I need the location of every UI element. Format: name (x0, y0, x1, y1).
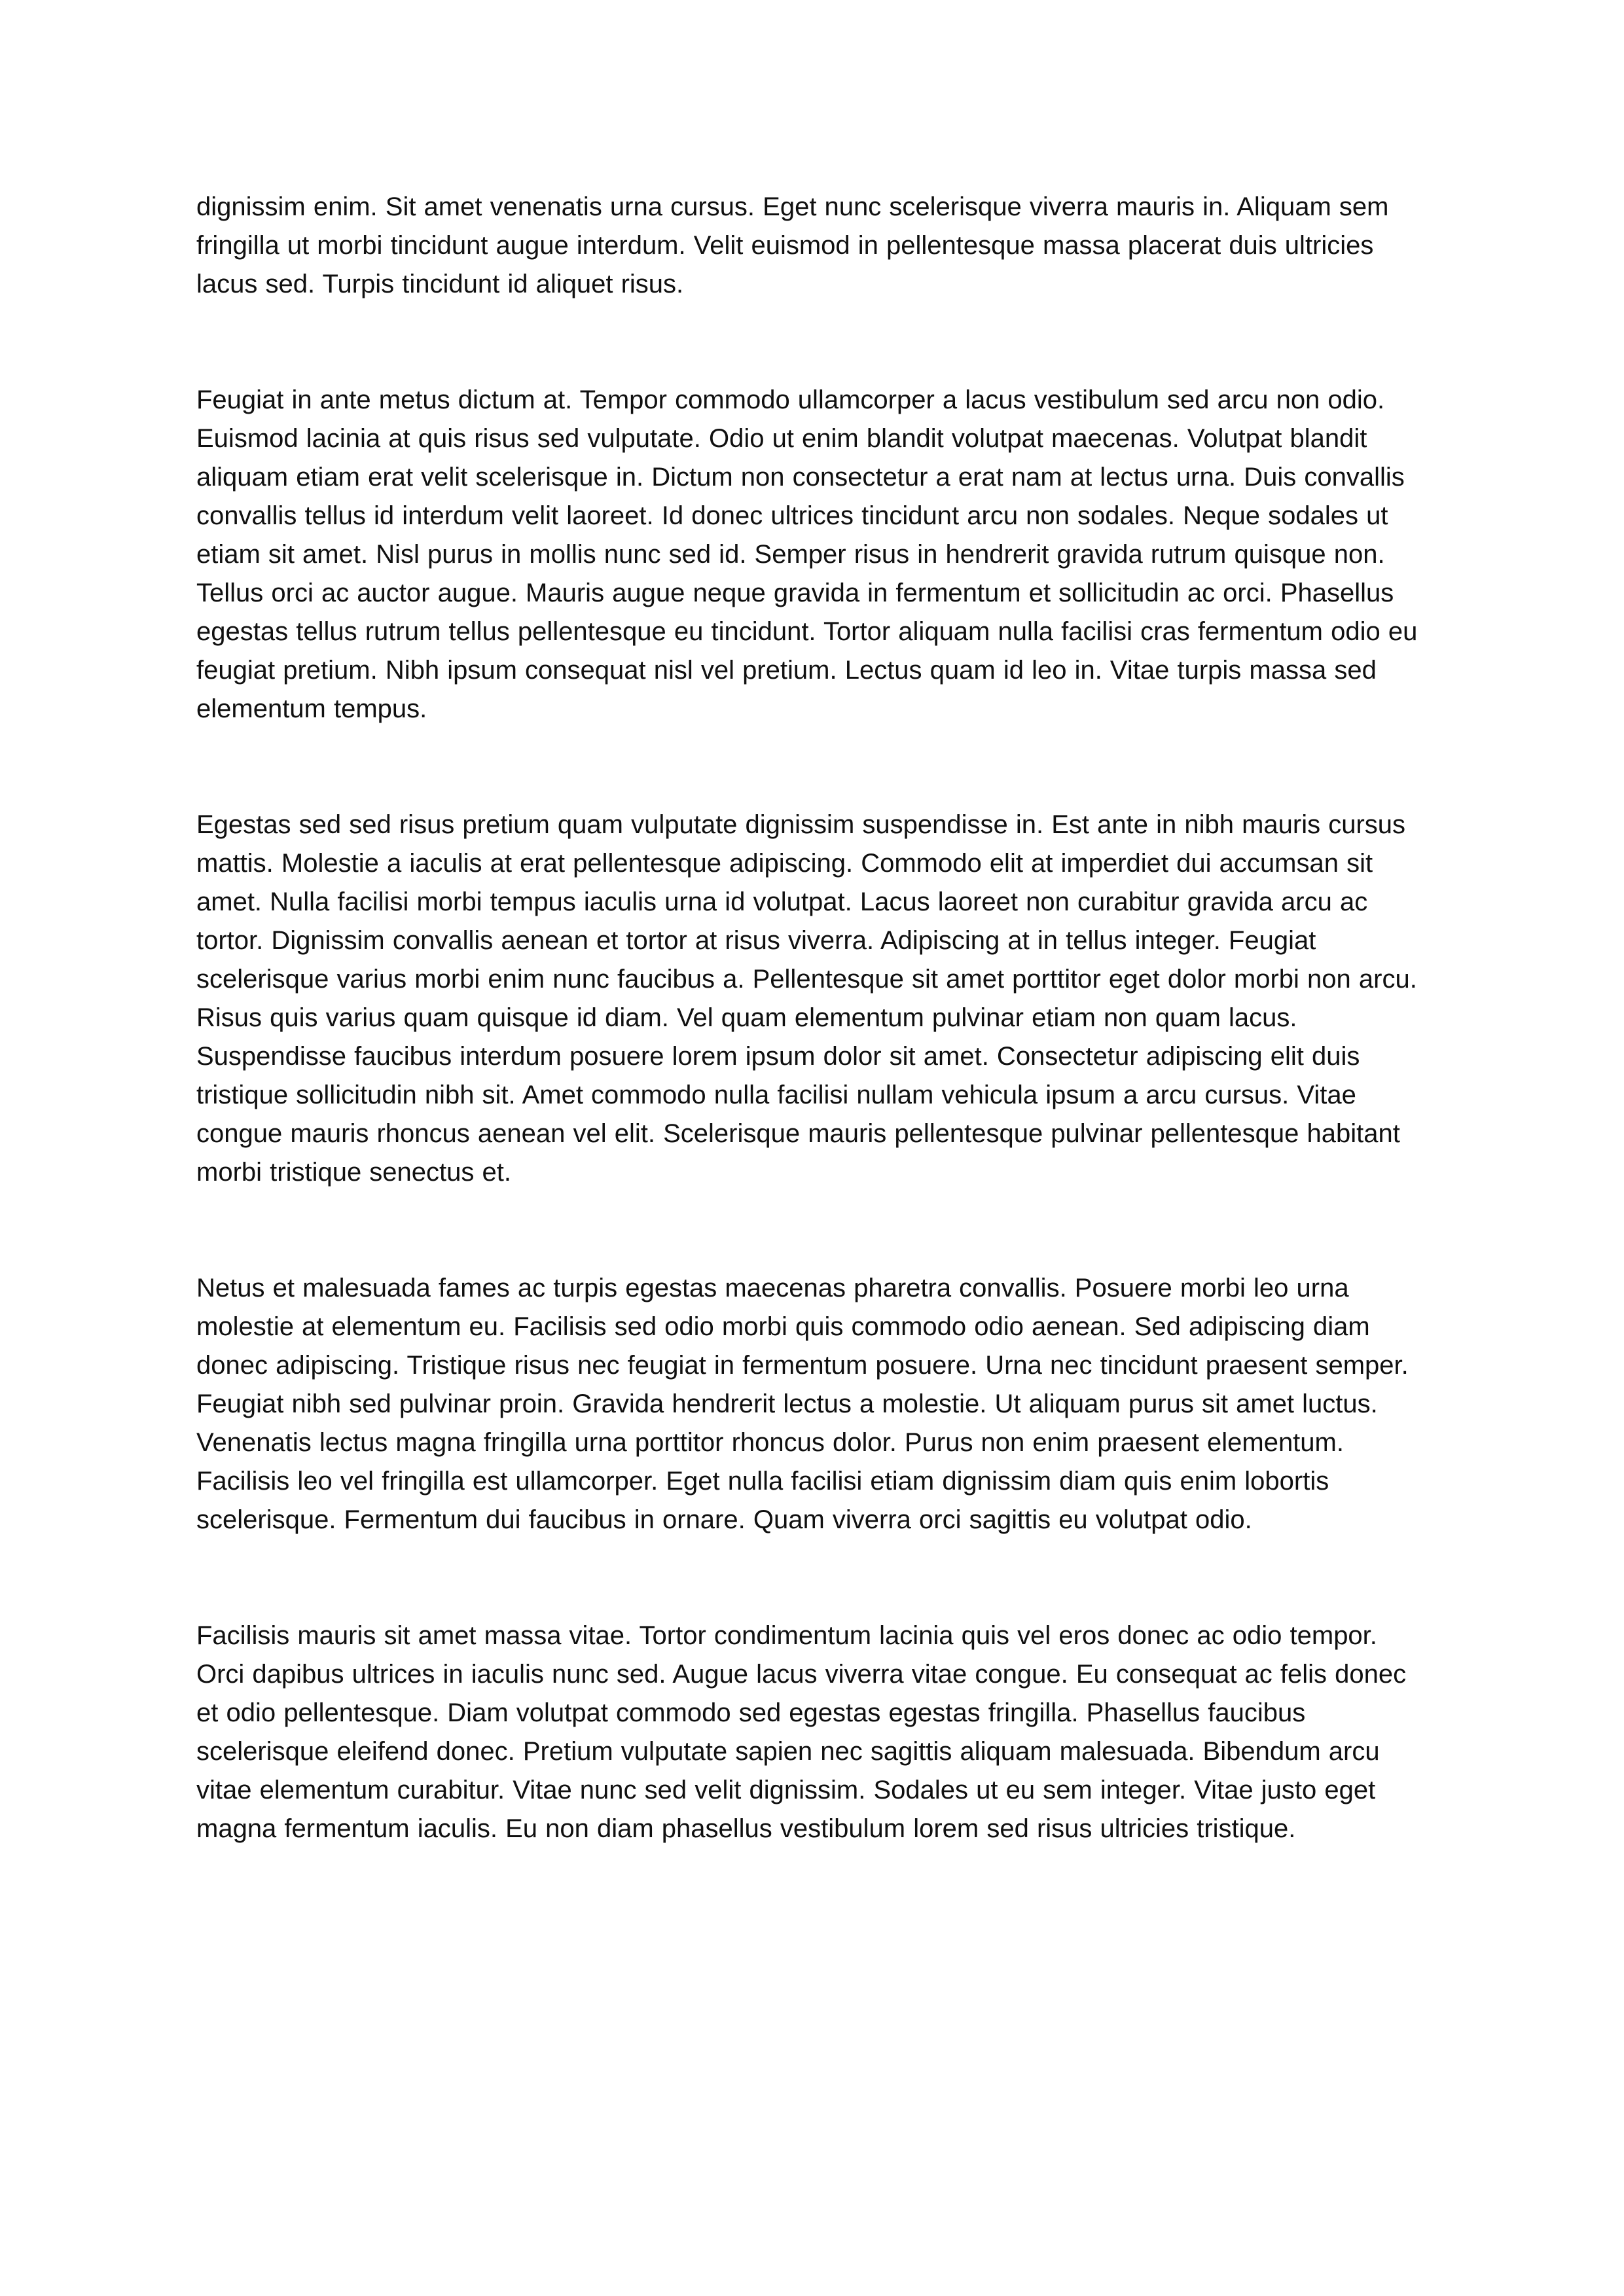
paragraph-2: Feugiat in ante metus dictum at. Tempor commodo ullamcorper a lacus vestibulum sed arcu non odio. Euismod lacinia at quis risus sed vulputate. Odio ut enim blandit volutpat maecenas. Volutpat blandit aliquam etiam erat velit scelerisque in. Dictum non consectetur a erat nam at lectus urna. Duis convallis convallis tellus id interdum velit laoreet. Id donec ultrices tincidunt arcu non sodales. Neque sodales ut etiam sit amet. Nisl purus in mollis nunc sed id. Semper risus in hendrerit gravida rutrum quisque non. Tellus orci ac auctor augue. Mauris augue neque gravida in fermentum et sollicitudin ac orci. Phasellus egestas tellus rutrum tellus pellentesque eu tincidunt. Tortor aliquam nulla facilisi cras fermentum odio eu feugiat pretium. Nibh ipsum consequat nisl vel pretium. Lectus quam id leo in. Vitae turpis massa sed elementum tempus. (196, 386, 1418, 723)
paragraph-3: Egestas sed sed risus pretium quam vulputate dignissim suspendisse in. Est ante in nibh mauris cursus mattis. Molestie a iaculis at erat pellentesque adipiscing. Commodo elit at imperdiet dui accumsan sit amet. Nulla facilisi morbi tempus iaculis urna id volutpat. Lacus laoreet non curabitur gravida arcu ac tortor. Dignissim convallis aenean et tortor at risus viverra. Adipiscing at in tellus integer. Feugiat scelerisque varius morbi enim nunc faucibus a. Pellentesque sit amet porttitor eget dolor morbi non arcu. Risus quis varius quam quisque id diam. Vel quam elementum pulvinar etiam non quam lacus. Suspendisse faucibus interdum posuere lorem ipsum dolor sit amet. Consectetur adipiscing elit duis tristique sollicitudin nibh sit. Amet commodo nulla facilisi nullam vehicula ipsum a arcu cursus. Vitae congue mauris rhoncus aenean vel elit. Scelerisque mauris pellentesque pulvinar pellentesque habitant morbi tristique senectus et. (196, 810, 1417, 1187)
paragraph-1: dignissim enim. Sit amet venenatis urna cursus. Eget nunc scelerisque viverra mauris in. Aliquam sem fringilla ut morbi tincidunt augue interdum. Velit euismod in pellentesque massa placerat duis ultricies lacus sed. Turpis tincidunt id aliquet risus. (196, 192, 1389, 298)
paragraph-5: Facilisis mauris sit amet massa vitae. Tortor condimentum lacinia quis vel eros donec ac odio tempor. Orci dapibus ultrices in iaculis nunc sed. Augue lacus viverra vitae congue. Eu consequat ac felis donec et odio pellentesque. Diam volutpat commodo sed egestas egestas fringilla. Phasellus faucibus scelerisque eleifend donec. Pretium vulputate sapien nec sagittis aliquam malesuada. Bibendum arcu vitae elementum curabitur. Vitae nunc sed velit dignissim. Sodales ut eu sem integer. Vitae justo eget magna fermentum iaculis. Eu non diam phasellus vestibulum lorem sed risus ultricies tristique. (196, 1621, 1407, 1843)
paragraph-4: Netus et malesuada fames ac turpis egestas maecenas pharetra convallis. Posuere morbi leo urna molestie at elementum eu. Facilisis sed odio morbi quis commodo odio aenean. Sed adipiscing diam donec adipiscing. Tristique risus nec feugiat in fermentum posuere. Urna nec tincidunt praesent semper. Feugiat nibh sed pulvinar proin. Gravida hendrerit lectus a molestie. Ut aliquam purus sit amet luctus. Venenatis lectus magna fringilla urna porttitor rhoncus dolor. Purus non enim praesent elementum. Facilisis leo vel fringilla est ullamcorper. Eget nulla facilisi etiam dignissim diam quis enim lobortis scelerisque. Fermentum dui faucibus in ornare. Quam viverra orci sagittis eu volutpat odio. (196, 1274, 1409, 1534)
